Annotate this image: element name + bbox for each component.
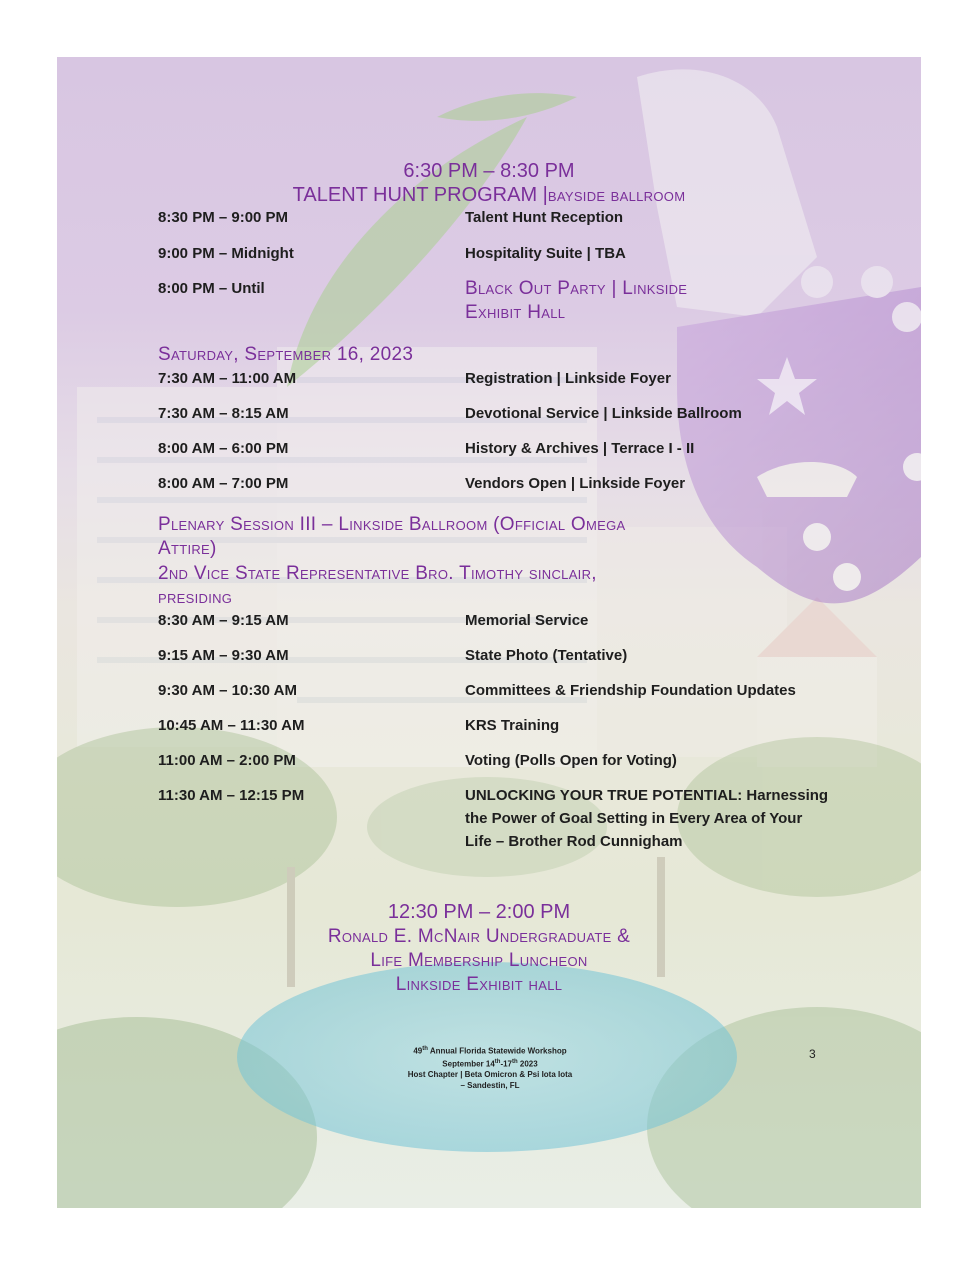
schedule-row <box>158 749 858 773</box>
luncheon-venue: Linkside Exhibit hall <box>395 974 563 995</box>
row-time: 7:30 AM – 8:15 AM <box>158 405 289 422</box>
row-event: History & Archives | Terrace I - II <box>465 440 695 457</box>
schedule-row <box>158 437 858 461</box>
row-time: 9:15 AM – 9:30 AM <box>158 647 289 664</box>
plenary-heading-line: Plenary Session III – Linkside Ballroom (Official Omega <box>158 514 626 535</box>
schedule-row <box>158 367 858 391</box>
footer-text: Annual Florida Statewide Workshop <box>427 1046 567 1056</box>
plenary-presiding-line: presiding <box>158 587 233 608</box>
schedule-row <box>158 644 858 668</box>
schedule-row <box>158 277 858 323</box>
row-time: 8:00 AM – 6:00 PM <box>158 440 289 457</box>
program-page <box>57 57 921 1208</box>
schedule-row <box>158 784 858 850</box>
row-event: State Photo (Tentative) <box>465 647 628 664</box>
row-event: Devotional Service | Linkside Ballroom <box>465 405 742 422</box>
luncheon-title-line: Life Membership Luncheon <box>370 950 588 971</box>
footer-line: Host Chapter | Beta Omicron & Psi Iota Iota <box>407 1070 573 1080</box>
luncheon-time: 12:30 PM – 2:00 PM <box>387 901 571 923</box>
footer-line <box>340 1044 640 1057</box>
row-time: 8:00 AM – 7:00 PM <box>158 475 289 492</box>
schedule-row <box>158 402 858 426</box>
page-footer <box>340 1044 640 1091</box>
row-time: 9:00 PM – Midnight <box>158 245 294 262</box>
plenary-heading-line: Attire) <box>158 538 217 559</box>
row-time: 8:00 PM – Until <box>158 280 265 297</box>
footer-line: – Sandestin, FL <box>460 1081 520 1091</box>
row-event: Hospitality Suite | TBA <box>465 245 626 262</box>
schedule-row <box>158 472 858 496</box>
row-time: 11:00 AM – 2:00 PM <box>158 752 296 769</box>
row-event: Memorial Service <box>465 612 589 629</box>
schedule-row <box>158 609 858 633</box>
plenary-presiding-line: 2nd Vice State Representative Bro. Timothy sinclair, <box>158 563 597 584</box>
row-event: Registration | Linkside Foyer <box>465 370 671 387</box>
row-event-line: Exhibit Hall <box>465 302 566 323</box>
footer-text: 2023 <box>517 1059 538 1069</box>
row-event-line: Black Out Party | Linkside <box>465 278 688 299</box>
row-time: 7:30 AM – 11:00 AM <box>158 370 297 387</box>
row-time: 8:30 AM – 9:15 AM <box>158 612 289 629</box>
footer-text: 49 <box>413 1046 423 1056</box>
schedule-row <box>158 679 858 703</box>
talent-hunt-time: 6:30 PM – 8:30 PM <box>403 160 575 182</box>
schedule-row <box>158 242 858 266</box>
footer-line <box>340 1057 640 1070</box>
saturday-heading: Saturday, September 16, 2023 <box>158 344 414 365</box>
footer-sup: th <box>494 1058 501 1065</box>
footer-text: September 14 <box>442 1059 495 1069</box>
row-event: Committees & Friendship Foundation Updates <box>465 682 796 699</box>
page-number: 3 <box>809 1047 816 1061</box>
row-event-line: the Power of Goal Setting in Every Area of Your <box>465 810 803 827</box>
footer-sup: th <box>512 1058 518 1065</box>
row-time: 10:45 AM – 11:30 AM <box>158 717 305 734</box>
row-event <box>465 277 815 325</box>
row-event-line: Life – Brother Rod Cunnigham <box>465 833 683 850</box>
row-event: KRS Training <box>465 717 560 734</box>
luncheon-title-line: Ronald E. McNair Undergraduate & <box>327 926 631 947</box>
footer-text: -17 <box>500 1059 512 1069</box>
row-event: Voting (Polls Open for Voting) <box>465 752 677 769</box>
schedule-row <box>158 206 858 230</box>
row-event-line: UNLOCKING YOUR TRUE POTENTIAL: Harnessing <box>465 787 829 804</box>
schedule-row <box>158 714 858 738</box>
footer-sup: th <box>422 1046 428 1052</box>
talent-hunt-title-main: TALENT HUNT PROGRAM | <box>292 184 548 206</box>
talent-hunt-title <box>57 183 921 207</box>
row-time: 11:30 AM – 12:15 PM <box>158 787 305 804</box>
row-event: Talent Hunt Reception <box>465 209 624 226</box>
talent-hunt-venue: bayside ballroom <box>547 185 686 205</box>
row-time: 9:30 AM – 10:30 AM <box>158 682 297 699</box>
row-event: Vendors Open | Linkside Foyer <box>465 475 686 492</box>
row-time: 8:30 PM – 9:00 PM <box>158 209 289 226</box>
row-event <box>465 784 845 853</box>
